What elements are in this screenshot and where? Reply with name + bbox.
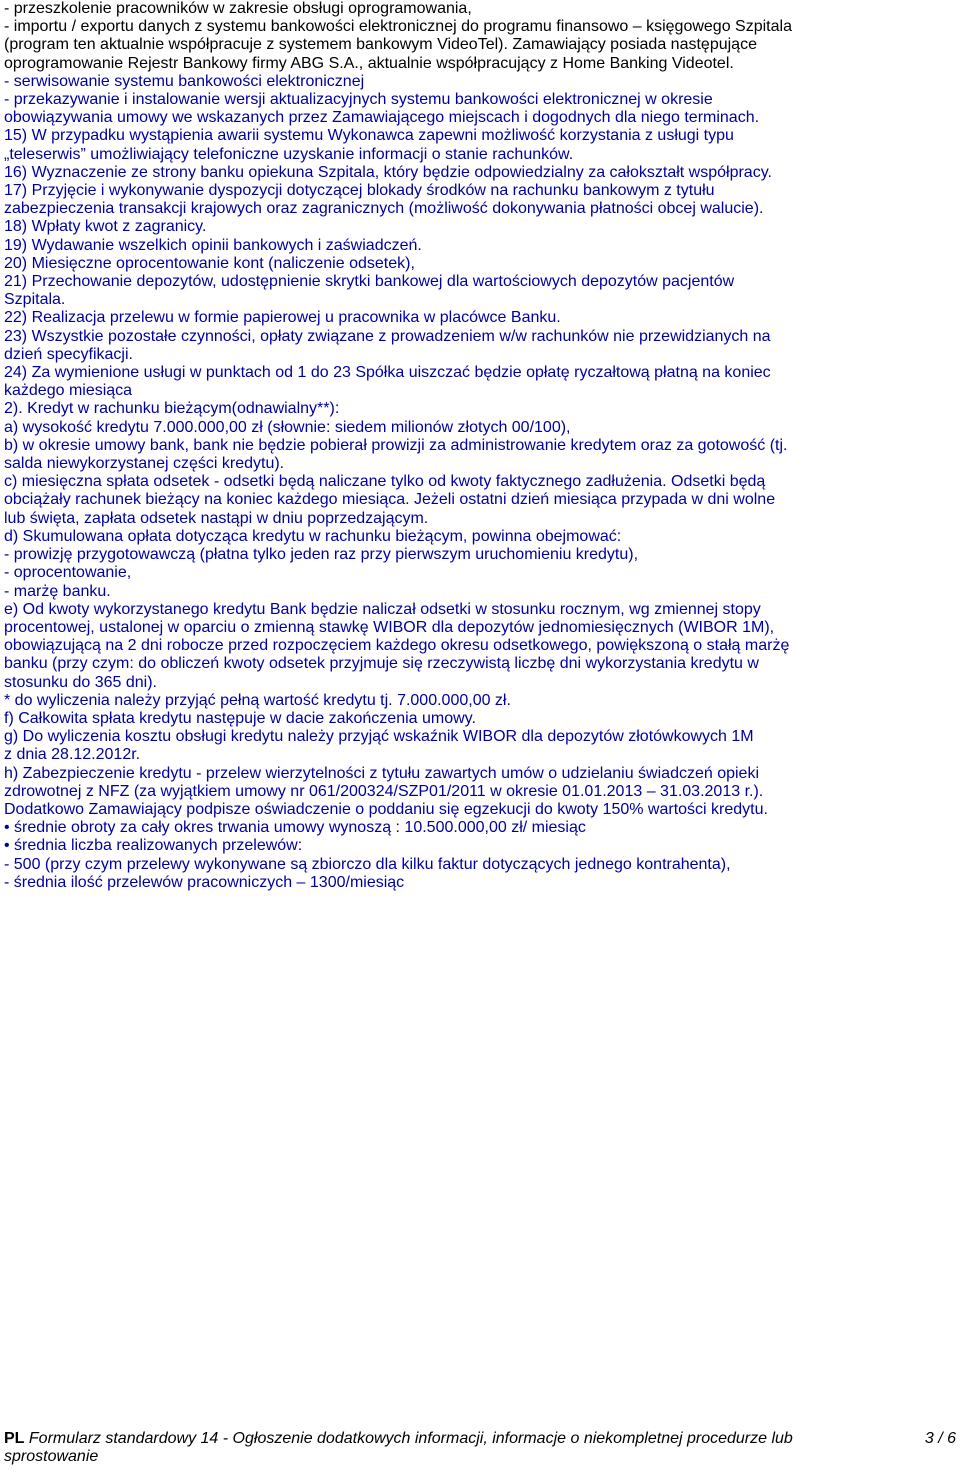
footer-row	[4, 1430, 956, 1448]
document-line: oprogramowanie Rejestr Bankowy firmy ABG S.A., aktualnie współpracujący z Home Banking Videotel.	[4, 54, 734, 72]
document-line: każdego miesiąca	[4, 382, 133, 400]
document-line: - oprocentowanie,	[4, 564, 132, 582]
document-line: (program ten aktualnie współpracuje z systemem bankowym VideoTel). Zamawiający posiada następujące	[4, 36, 757, 54]
document-line: e) Od kwoty wykorzystanego kredytu Bank będzie naliczał odsetki w stosunku rocznym, wg zmiennej stopy	[4, 600, 761, 618]
document-line: banku (przy czym: do obliczeń kwoty odsetek przyjmuje się rzeczywistą liczbę dni wykorzystania kredytu w	[4, 655, 759, 673]
document-line: g) Do wyliczenia kosztu obsługi kredytu należy przyjąć wskaźnik WIBOR dla depozytów złotówkowych 1M	[4, 728, 754, 746]
document-line: f) Całkowita spłata kredytu następuje w dacie zakończenia umowy.	[4, 709, 476, 727]
document-line: a) wysokość kredytu 7.000.000,00 zł (słownie: siedem milionów złotych 00/100),	[4, 418, 571, 436]
document-line: c) miesięczna spłata odsetek - odsetki będą naliczane tylko od kwoty faktycznego zadłużenia. Odsetki będą	[4, 473, 766, 491]
document-line: salda niewykorzystanej części kredytu).	[4, 455, 285, 473]
document-line: h) Zabezpieczenie kredytu - przelew wierzytelności z tytułu zawartych umów o udzielaniu świadczeń opieki	[4, 764, 760, 782]
footer-form-title: Formularz standardowy 14 - Ogłoszenie dodatkowych informacji, informacje o niekompletnej procedurze lub	[28, 1430, 793, 1447]
document-line: 15) W przypadku wystąpienia awarii systemu Wykonawca zapewni możliwość korzystania z usługi typu	[4, 127, 734, 145]
document-line: * do wyliczenia należy przyjąć pełną wartość kredytu tj. 7.000.000,00 zł.	[4, 691, 511, 709]
document-line: dzień specyfikacji.	[4, 345, 133, 363]
document-line: obowiązywania umowy we wskazanych przez Zamawiającego miejscach i dogodnych dla niego terminach.	[4, 109, 760, 127]
document-line: • średnie obroty za cały okres trwania umowy wynoszą : 10.500.000,00 zł/ miesiąc	[4, 819, 586, 837]
document-line: - importu / exportu danych z systemu bankowości elektronicznej do programu finansowo – księgowego Szpitala	[4, 18, 792, 36]
footer-page-number: 3 / 6	[924, 1430, 956, 1447]
document-line: lub święta, zapłata odsetek nastąpi w dniu poprzedzającym.	[4, 509, 429, 527]
document-line: 17) Przyjęcie i wykonywanie dyspozycji dotyczącej blokady środków na rachunku bankowym z tytułu	[4, 182, 715, 200]
document-line: - 500 (przy czym przelewy wykonywane są zbiorczo dla kilku faktur dotyczących jednego kontrahenta),	[4, 855, 731, 873]
document-line: zdrowotnej z NFZ (za wyjątkiem umowy nr 061/200324/SZP01/2011 w okresie 01.01.2013 – 31.03.2013 r.).	[4, 782, 764, 800]
document-line: 2). Kredyt w rachunku bieżącym(odnawialny**):	[4, 400, 340, 418]
document-line: 24) Za wymienione usługi w punktach od 1 do 23 Spółka uiszczać będzie opłatę ryczałtową płatną na koniec	[4, 364, 771, 382]
document-line: - średnia ilość przelewów pracowniczych – 1300/miesiąc	[4, 873, 405, 891]
document-line: - serwisowanie systemu bankowości elektronicznej	[4, 72, 365, 90]
document-line: - prowizję przygotowawczą (płatna tylko jeden raz przy pierwszym uruchomieniu kredytu),	[4, 546, 639, 564]
document-line: 20) Miesięczne oprocentowanie kont (naliczenie odsetek),	[4, 254, 415, 272]
document-line: zabezpieczenia transakcji krajowych oraz zagranicznych (możliwość dokonywania płatności obcej walucie).	[4, 200, 764, 218]
footer-language-code: PL	[4, 1430, 25, 1447]
document-line: 18) Wpłaty kwot z zagranicy.	[4, 218, 207, 236]
document-line: stosunku do 365 dni).	[4, 673, 157, 691]
document-line: obciążały rachunek bieżący na koniec każdego miesiąca. Jeżeli ostatni dzień miesiąca przypada w dni wolne	[4, 491, 776, 509]
document-line: Dodatkowo Zamawiający podpisze oświadczenie o poddaniu się egzekucji do kwoty 150% wartości kredytu.	[4, 800, 768, 818]
document-line: 22) Realizacja przelewu w formie papierowej u pracownika w placówce Banku.	[4, 309, 561, 327]
document-line: 16) Wyznaczenie ze strony banku opiekuna Szpitala, który będzie odpowiedzialny za całokształt współpracy.	[4, 163, 772, 181]
document-line: z dnia 28.12.2012r.	[4, 746, 141, 764]
document-line: Szpitala.	[4, 291, 66, 309]
document-line: „teleserwis” umożliwiający telefoniczne uzyskanie informacji o stanie rachunków.	[4, 145, 574, 163]
document-line: - przeszkolenie pracowników w zakresie obsługi oprogramowania,	[4, 0, 472, 17]
document-line: 23) Wszystkie pozostałe czynności, opłaty związane z prowadzeniem w/w rachunków nie przewidzianych na	[4, 327, 771, 345]
document-line: 19) Wydawanie wszelkich opinii bankowych i zaświadczeń.	[4, 236, 422, 254]
page-footer	[4, 1430, 956, 1466]
document-line: - przekazywanie i instalowanie wersji aktualizacyjnych systemu bankowości elektronicznej w okresie	[4, 91, 713, 109]
document-line: - marżę banku.	[4, 582, 111, 600]
footer-form-title-continued: sprostowanie	[4, 1448, 99, 1466]
document-line: obowiązującą na 2 dni robocze przed rozpoczęciem każdego okresu odsetkowego, powiększoną o stałą marżę	[4, 637, 790, 655]
document-line: procentowej, ustalonej w oparciu o zmienną stawkę WIBOR dla depozytów jednomiesięcznych (WIBOR 1M),	[4, 618, 775, 636]
document-line: • średnia liczba realizowanych przelewów:	[4, 837, 303, 855]
document-line: 21) Przechowanie depozytów, udostępnienie skrytki bankowej dla wartościowych depozytów pacjentów	[4, 273, 735, 291]
document-body	[4, 0, 954, 892]
document-line: d) Skumulowana opłata dotycząca kredytu w rachunku bieżącym, powinna obejmować:	[4, 527, 622, 545]
document-line: b) w okresie umowy bank, bank nie będzie pobierał prowizji za administrowanie kredytem oraz za gotowość (tj.	[4, 436, 788, 454]
